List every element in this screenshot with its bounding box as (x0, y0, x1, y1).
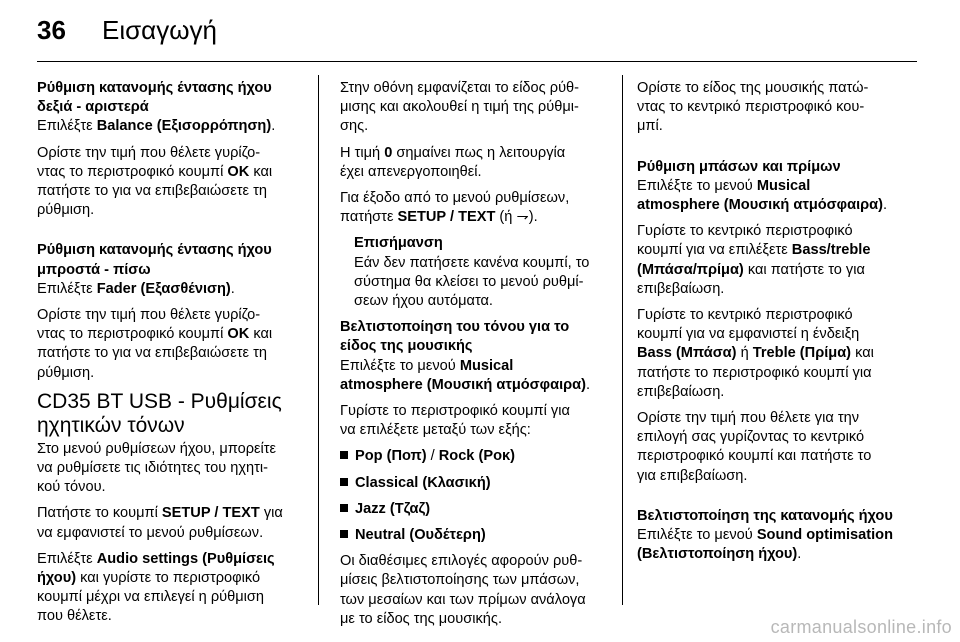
paragraph: Οι διαθέσιμες επιλογές αφορούν ρυθ- μίσεις βελτιστοποίησης των μπάσων, των μεσαίων και των πρίμων ανάλογα με το είδος της μουσικής. (340, 553, 586, 627)
paragraph: Ορίστε την τιμή που θέλετε γυρίζο- ντας το περιστροφικό κουμπί OK και πατήστε το για να επιβεβαιώσετε τη ρύθμιση. (37, 144, 273, 219)
page-header (0, 0, 960, 62)
column-2 (340, 79, 615, 636)
list-item: Classical (Κλασική) (340, 474, 615, 493)
paragraph: Επιλέξτε Balance (Εξισορρόπηση). (37, 118, 276, 135)
bullet-icon (340, 504, 348, 512)
back-arrow-icon: ⇁ (516, 209, 529, 226)
heading-fader: Ρύθμιση κατανομής έντασης ήχου μπροστά - πίσω (37, 242, 272, 278)
section-title: Εισαγωγή (102, 15, 217, 45)
column-divider-1 (318, 75, 319, 605)
paragraph: Επιλέξτε το μενού Musical atmosphere (Μουσική ατμόσφαιρα). (637, 177, 888, 214)
list-item: Pop (Ποπ) / Rock (Ροκ) (340, 447, 615, 466)
paragraph: Πατήστε το κουμπί SETUP / TEXT για να εμφανιστεί το μενού ρυθμίσεων. (37, 505, 283, 541)
heading-bass-treble: Ρύθμιση μπάσων και πρίμων (637, 158, 841, 175)
paragraph: Γυρίστε το περιστροφικό κουμπί για να επιλέξετε μεταξύ των εξής: (340, 403, 570, 439)
note-title: Επισήμανση (354, 235, 443, 252)
page-number: 36 (37, 15, 66, 45)
paragraph: Στο μενού ρυθμίσεων ήχου, μπορείτε να ρυθμίσετε τις ιδιότητες του ηχητι- κού τόνου. (37, 440, 277, 496)
paragraph: Στην οθόνη εμφανίζεται το είδος ρύθ- μισης και ακολουθεί η τιμή της ρύθμι- σης. (340, 80, 580, 135)
column-divider-2 (622, 75, 623, 605)
paragraph: Γυρίστε το κεντρικό περιστροφικό κουμπί για να εμφανιστεί η ένδειξη Bass (Μπάσα) ή Treble (Πρίμα) και πατήστε το περιστροφικό κουμπί για επιβεβαίωση. (637, 307, 874, 400)
paragraph: Επιλέξτε το μενού Sound optimisation (Βελτιστοποίηση ήχου). (637, 527, 894, 563)
watermark: carmanualsonline.info (770, 617, 952, 637)
column-1 (37, 79, 312, 634)
paragraph: Ορίστε την τιμή που θέλετε για την επιλογή σας γυρίζοντας το κεντρικό περιστροφικό κουμπί και πατήστε το για επιβεβαίωση. (637, 410, 872, 484)
paragraph: Γυρίστε το κεντρικό περιστροφικό κουμπί για να επιλέξετε Bass/treble (Μπάσα/πρίμα) και πατήστε το για επιβεβαίωση. (637, 223, 871, 297)
list-item: Neutral (Ουδέτερη) (340, 526, 615, 545)
note-box: Επισήμανση Εάν δεν πατήσετε κανένα κουμπί, το σύστημα θα κλείσει το μενού ρυθμί- σεων ήχου αυτόματα. (340, 234, 615, 311)
heading-music-style: Βελτιστοποίηση του τόνου για το είδος της μουσικής (340, 319, 570, 355)
paragraph: Η τιμή 0 σημαίνει πως η λειτουργία έχει απενεργοποιηθεί. (340, 144, 566, 180)
bullet-icon (340, 478, 348, 486)
chapter-heading: CD35 BT USB - Ρυθμίσεις ηχητικών τόνων (37, 389, 282, 437)
bullet-icon (340, 530, 348, 538)
paragraph: Επιλέξτε Audio settings (Ρυθμίσεις ήχου) και γυρίστε το περιστροφικό κουμπί μέχρι να επιλεγεί η ρύθμιση που θέλετε. (37, 550, 275, 625)
column-3 (637, 79, 927, 571)
paragraph: Για έξοδο από το μενού ρυθμίσεων, πατήστε SETUP / TEXT (ή ⇁). (340, 189, 615, 227)
paragraph: Επιλέξτε το μενού Musical atmosphere (Μουσική ατμόσφαιρα). (340, 357, 591, 393)
paragraph: Ορίστε την τιμή που θέλετε γυρίζο- ντας το περιστροφικό κουμπί OK και πατήστε το για να επιβεβαιώσετε τη ρύθμιση. (37, 307, 273, 381)
paragraph: Επιλέξτε Fader (Εξασθένιση). (37, 280, 235, 297)
paragraph: Ορίστε το είδος της μουσικής πατώ- ντας το κεντρικό περιστροφικό κου- μπί. (637, 80, 869, 135)
bullet-icon (340, 451, 348, 459)
list-item: Jazz (Τζαζ) (340, 500, 615, 519)
header-rule (37, 61, 917, 62)
heading-balance: Ρύθμιση κατανομής έντασης ήχου δεξιά - αριστερά (37, 80, 272, 116)
heading-sound-distribution: Βελτιστοποίηση της κατανομής ήχου (637, 507, 893, 524)
